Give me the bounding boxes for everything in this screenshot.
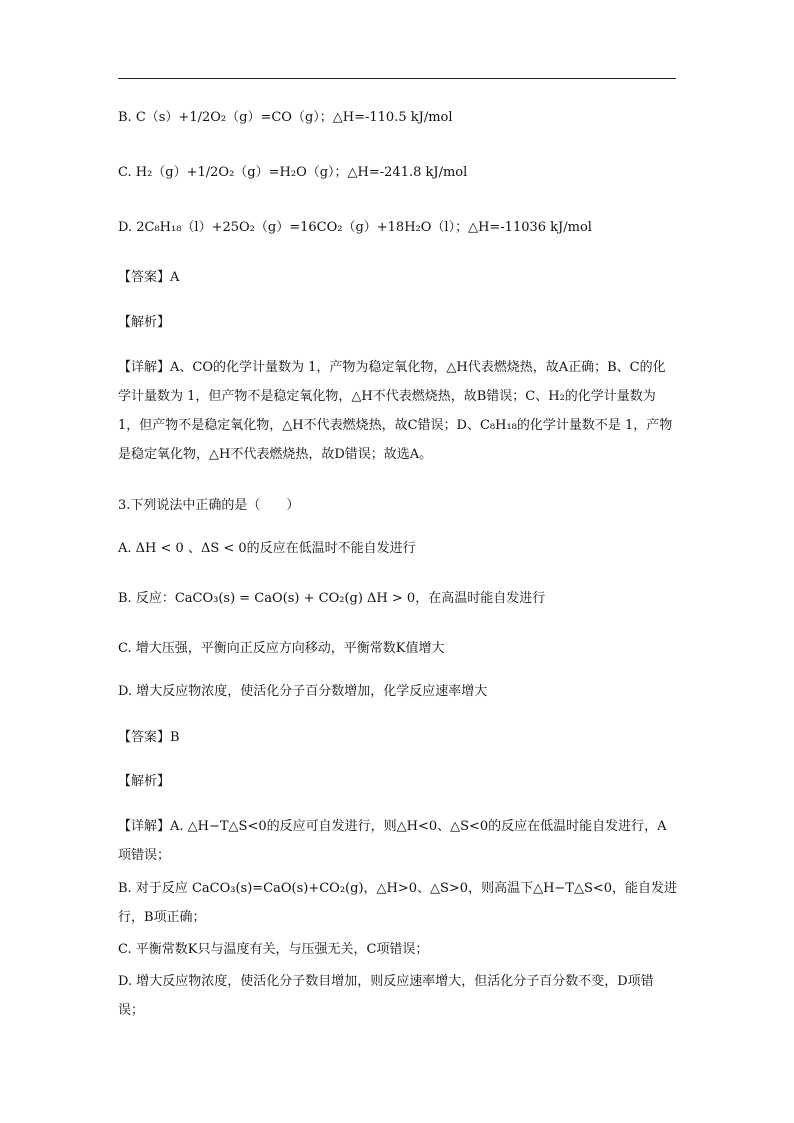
q3-option-d: D. 增大反应物浓度，使活化分子百分数增加，化学反应速率增大 xyxy=(118,684,488,699)
q3-detail-d: D. 增大反应物浓度，使活化分子数目增加，则反应速率增大，但活化分子百分数不变，D项错误； xyxy=(118,974,654,1018)
q2-answer: 【答案】A xyxy=(118,270,180,285)
q2-analysis-label: 【解析】 xyxy=(118,315,171,330)
q3-option-b: B. 反应：CaCO₃(s) = CaO(s) + CO₂(g) ΔH > 0，在高温时能自发进行 xyxy=(118,591,546,606)
q3-question: 3.下列说法中正确的是（ ） xyxy=(118,498,300,513)
q2-option-b: B. C（s）+1/2O₂（g）=CO（g）；△H=-110.5 kJ/mol xyxy=(118,110,453,125)
q2-option-c: C. H₂（g）+1/2O₂（g）=H₂O（g）；△H=-241.8 kJ/mol xyxy=(118,165,468,180)
q3-option-c: C. 增大压强，平衡向正反应方向移动，平衡常数K值增大 xyxy=(118,641,445,656)
q3-detail-b: B. 对于反应 CaCO₃(s)=CaO(s)+CO₂(g)，△H>0、△S>0，则高温下△H−T△S<0，能自发进行，B项正确； xyxy=(118,881,678,925)
q2-option-d: D. 2C₈H₁₈（l）+25O₂（g）=16CO₂（g）+18H₂O（l）；△H=-11036 kJ/mol xyxy=(118,220,592,235)
q3-detail-c: C. 平衡常数K只与温度有关，与压强无关，C项错误； xyxy=(118,942,429,957)
q3-detail-a: 【详解】A. △H−T△S<0的反应可自发进行，则△H<0、△S<0的反应在低温时能自发进行，A项错误； xyxy=(118,819,667,863)
q2-detail-paragraph: 【详解】A、CO的化学计量数为 1，产物为稳定氧化物，△H代表燃烧热，故A正确；B、C的化学计量数为 1，但产物不是稳定氧化物，△H不代表燃烧热，故B错误；C、H₂的化学计量数为 1，但产物不是稳定氧化物，△H不代表燃烧热，故C错误；D、C₈H₁₈的化学计量数不是 1，产物是稳定氧化物，△H不代表燃烧热，故D错误；故选A。 xyxy=(118,360,673,462)
header-rule xyxy=(118,78,676,79)
q3-option-a: A. ΔH < 0 、ΔS < 0的反应在低温时不能自发进行 xyxy=(118,541,416,556)
q3-analysis-label: 【解析】 xyxy=(118,774,171,789)
q3-answer: 【答案】B xyxy=(118,730,180,745)
